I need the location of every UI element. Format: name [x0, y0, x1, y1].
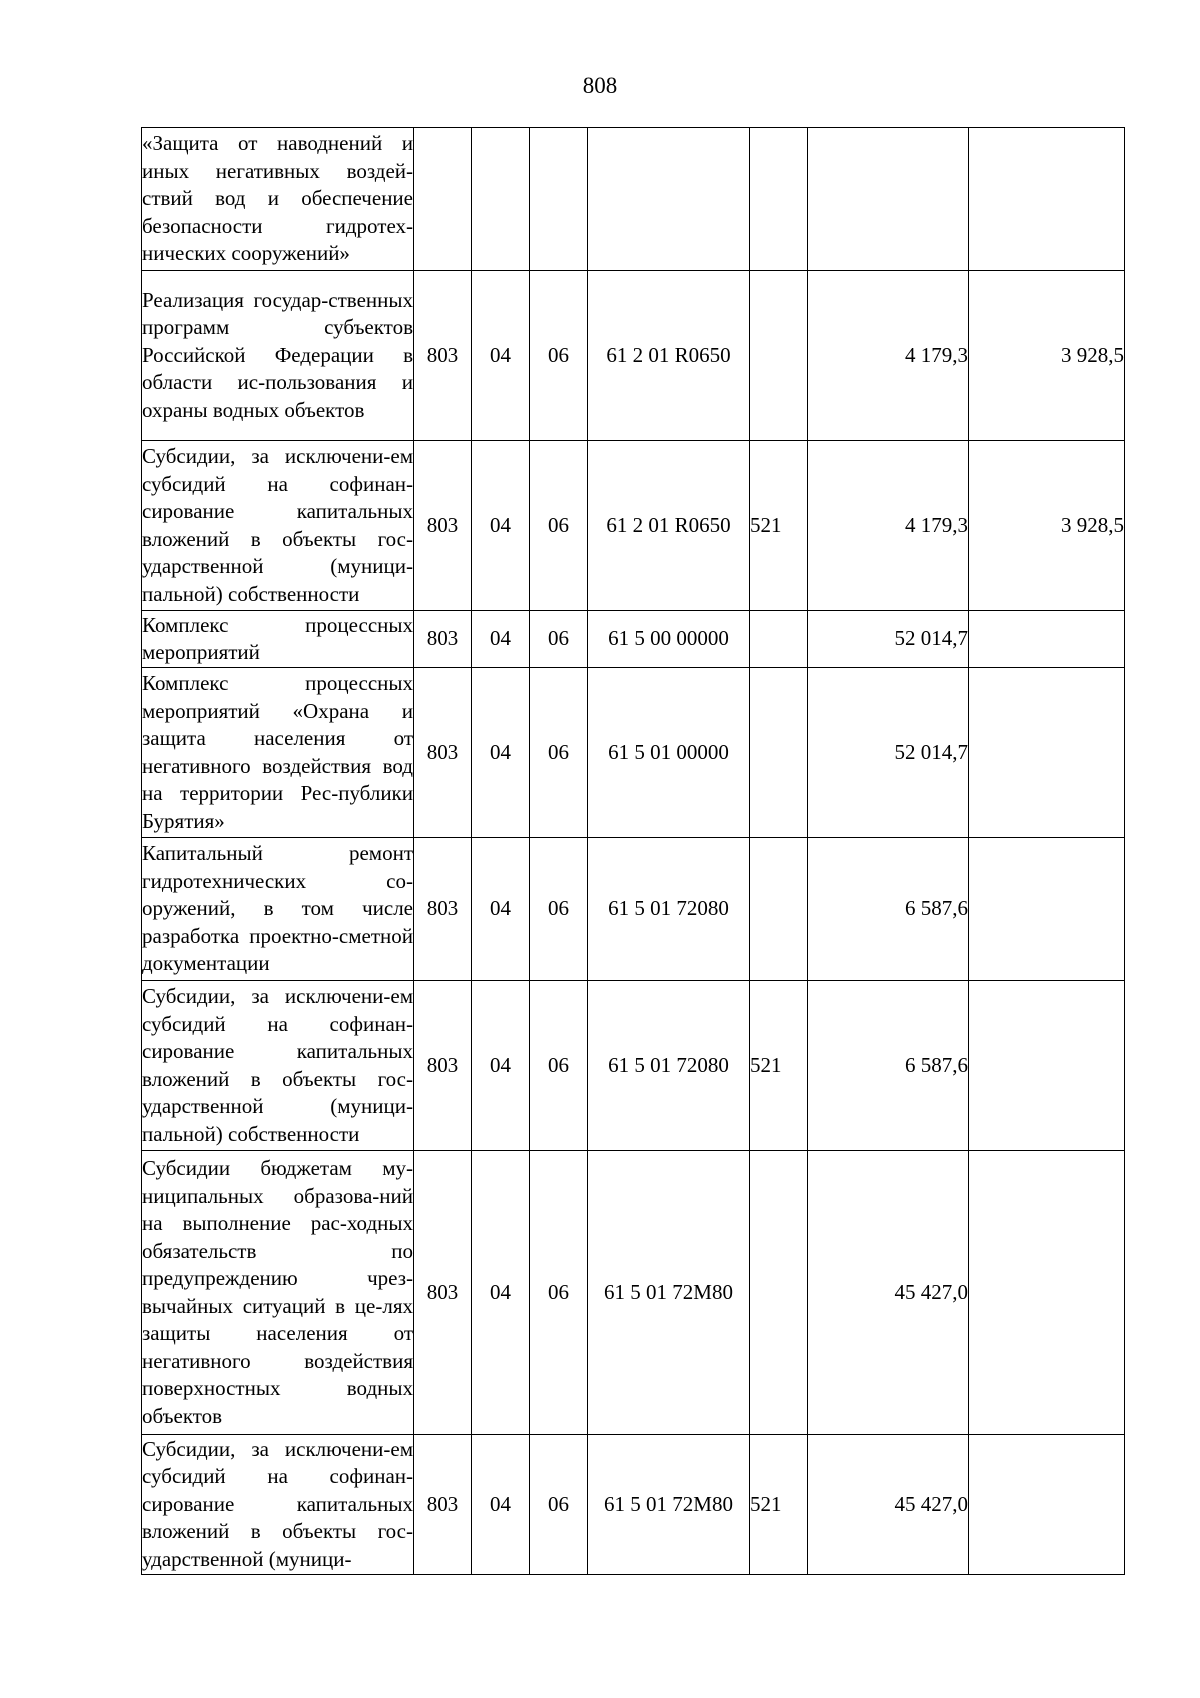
amount-year2-cell	[969, 981, 1125, 1151]
amount-year1-cell	[808, 128, 969, 271]
amount-year1-cell: 6 587,6	[808, 838, 969, 981]
ved-code-cell: 803	[414, 611, 472, 668]
subsection-code-cell: 06	[530, 611, 588, 668]
subsection-code-cell: 06	[530, 1151, 588, 1435]
section-code-cell: 04	[472, 1151, 530, 1435]
table-row	[142, 1151, 1125, 1435]
section-code-cell	[472, 128, 530, 271]
table-row	[142, 611, 1125, 668]
table-row	[142, 441, 1125, 611]
expense-type-cell	[750, 1151, 808, 1435]
section-code-cell: 04	[472, 981, 530, 1151]
target-article-cell: 61 5 01 72М80	[588, 1151, 750, 1435]
table-row	[142, 981, 1125, 1151]
expense-type-cell	[750, 611, 808, 668]
amount-year2-cell: 3 928,5	[969, 271, 1125, 441]
ved-code-cell: 803	[414, 838, 472, 981]
ved-code-cell: 803	[414, 1435, 472, 1575]
page-number: 808	[582, 73, 618, 98]
expense-type-cell: 521	[750, 1435, 808, 1575]
table-row	[142, 271, 1125, 441]
expense-type-cell: 521	[750, 981, 808, 1151]
subsection-code-cell: 06	[530, 1435, 588, 1575]
section-code-cell: 04	[472, 838, 530, 981]
table-row	[142, 1435, 1125, 1575]
amount-year2-cell	[969, 128, 1125, 271]
subsection-code-cell: 06	[530, 981, 588, 1151]
subsection-code-cell: 06	[530, 271, 588, 441]
section-code-cell: 04	[472, 271, 530, 441]
amount-year2-cell	[969, 611, 1125, 668]
section-code-cell: 04	[472, 441, 530, 611]
amount-year2-cell	[969, 838, 1125, 981]
amount-year1-cell: 45 427,0	[808, 1151, 969, 1435]
expense-type-cell: 521	[750, 441, 808, 611]
section-code-cell: 04	[472, 668, 530, 838]
amount-year1-cell: 52 014,7	[808, 611, 969, 668]
amount-year2-cell	[969, 1151, 1125, 1435]
subsection-code-cell: 06	[530, 838, 588, 981]
target-article-cell: 61 2 01 R0650	[588, 441, 750, 611]
target-article-cell: 61 5 01 72080	[588, 981, 750, 1151]
expense-type-cell	[750, 838, 808, 981]
amount-year2-cell	[969, 668, 1125, 838]
table-row	[142, 838, 1125, 981]
row-name-cell: Комплекс процессных мероприятий	[142, 611, 414, 668]
ved-code-cell: 803	[414, 981, 472, 1151]
budget-table	[141, 127, 1125, 1575]
section-code-cell: 04	[472, 1435, 530, 1575]
table-row	[142, 668, 1125, 838]
expense-type-cell	[750, 668, 808, 838]
target-article-cell: 61 5 01 72М80	[588, 1435, 750, 1575]
amount-year1-cell: 52 014,7	[808, 668, 969, 838]
amount-year2-cell	[969, 1435, 1125, 1575]
row-name-cell: Субсидии бюджетам му-ниципальных образова-ний на выполнение рас-ходных обязательств по предупреждению чрез-вычайных ситуаций в це-лях защиты населения от негативного воздействия поверхностных водных объектов	[142, 1151, 414, 1435]
ved-code-cell	[414, 128, 472, 271]
amount-year1-cell: 4 179,3	[808, 441, 969, 611]
target-article-cell: 61 5 01 00000	[588, 668, 750, 838]
amount-year1-cell: 4 179,3	[808, 271, 969, 441]
target-article-cell: 61 2 01 R0650	[588, 271, 750, 441]
row-name-cell: Субсидии, за исключени-ем субсидий на софинан-сирование капитальных вложений в объекты гос-ударственной (муници-пальной) собственности	[142, 981, 414, 1151]
row-name-cell: Комплекс процессных мероприятий «Охрана и защита населения от негативного воздействия вод на территории Рес-публики Бурятия»	[142, 668, 414, 838]
target-article-cell: 61 5 01 72080	[588, 838, 750, 981]
amount-year2-cell: 3 928,5	[969, 441, 1125, 611]
section-code-cell: 04	[472, 611, 530, 668]
target-article-cell: 61 5 00 00000	[588, 611, 750, 668]
ved-code-cell: 803	[414, 668, 472, 838]
row-name-cell: Субсидии, за исключени-ем субсидий на софинан-сирование капитальных вложений в объекты гос-ударственной (муници-	[142, 1435, 414, 1575]
row-name-cell: Реализация государ-ственных программ субъектов Российской Федерации в области ис-пользования и охраны водных объектов	[142, 271, 414, 441]
target-article-cell	[588, 128, 750, 271]
expense-type-cell	[750, 128, 808, 271]
subsection-code-cell: 06	[530, 668, 588, 838]
amount-year1-cell: 45 427,0	[808, 1435, 969, 1575]
subsection-code-cell	[530, 128, 588, 271]
amount-year1-cell: 6 587,6	[808, 981, 969, 1151]
subsection-code-cell: 06	[530, 441, 588, 611]
row-name-cell: «Защита от наводнений и иных негативных воздей-ствий вод и обеспечение безопасности гидротех-нических сооружений»	[142, 128, 414, 271]
table-row	[142, 128, 1125, 271]
expense-type-cell	[750, 271, 808, 441]
ved-code-cell: 803	[414, 271, 472, 441]
row-name-cell: Субсидии, за исключени-ем субсидий на софинан-сирование капитальных вложений в объекты гос-ударственной (муници-пальной) собственности	[142, 441, 414, 611]
ved-code-cell: 803	[414, 1151, 472, 1435]
ved-code-cell: 803	[414, 441, 472, 611]
row-name-cell: Капитальный ремонт гидротехнических со-оружений, в том числе разработка проектно-сметной документации	[142, 838, 414, 981]
